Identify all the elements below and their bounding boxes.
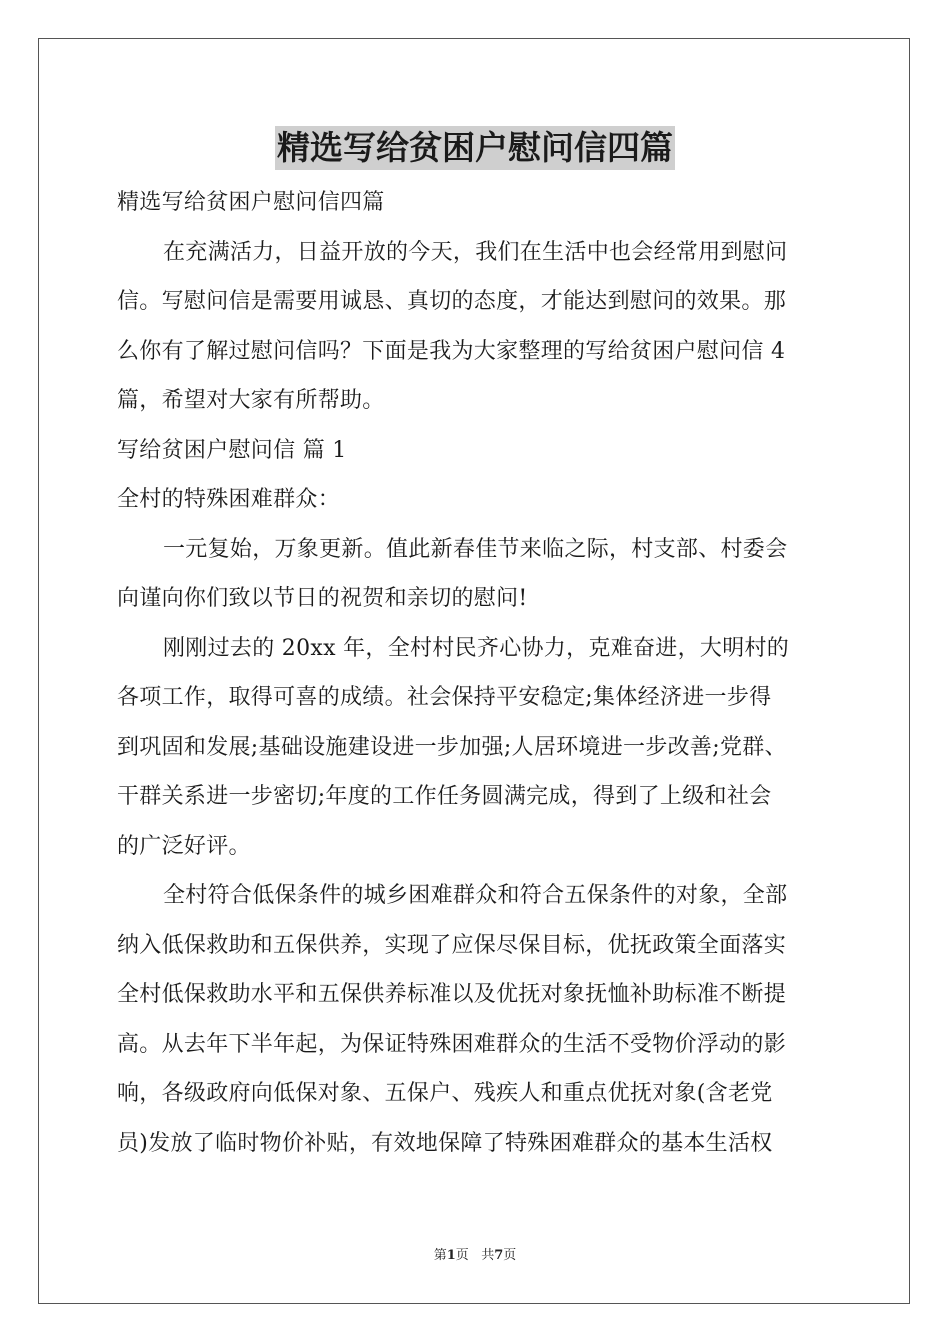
text-line: 干群关系进一步密切;年度的工作任务圆满完成，得到了上级和社会 xyxy=(117,784,772,809)
text-line: 高。从去年下半年起，为保证特殊困难群众的生活不受物价浮动的影 xyxy=(117,1031,787,1057)
text-line: 响，各级政府向低保对象、五保户、残疾人和重点优抚对象(含老党 xyxy=(117,1081,773,1106)
text-line: 的广泛好评。 xyxy=(117,833,251,859)
footer-total-prefix: 共 xyxy=(481,1248,495,1263)
title-container xyxy=(0,126,950,170)
footer-prefix: 第 xyxy=(433,1248,447,1263)
text-line: 刚刚过去的 20xx 年，全村村民齐心协力，克难奋进，大明村的 xyxy=(163,635,790,661)
text-line: 员)发放了临时物价补贴，有效地保障了特殊困难群众的基本生活权 xyxy=(117,1130,773,1156)
text-line: 纳入低保救助和五保供养，实现了应保尽保目标，优抚政策全面落实 xyxy=(117,932,787,958)
current-page-number: 1 xyxy=(446,1248,456,1263)
text-line: 向谨向你们致以节日的祝贺和亲切的慰问! xyxy=(117,586,528,611)
page-footer xyxy=(0,1247,950,1265)
footer-page-label: 页 xyxy=(455,1248,469,1263)
text-line: 全村符合低保条件的城乡困难群众和符合五保条件的对象，全部 xyxy=(163,883,788,908)
text-line: 各项工作，取得可喜的成绩。社会保持平安稳定;集体经济进一步得 xyxy=(117,685,772,710)
text-line: 到巩固和发展;基础设施建设进一步加强;人居环境进一步改善;党群、 xyxy=(117,734,787,760)
text-line: 精选写给贫困户慰问信四篇 xyxy=(117,190,385,215)
footer-total-suffix: 页 xyxy=(503,1248,517,1263)
text-line: 信。写慰问信是需要用诚恳、真切的态度，才能达到慰问的效果。那 xyxy=(117,289,787,314)
document-body xyxy=(117,178,857,1168)
text-line: 么你有了解过慰问信吗？下面是我为大家整理的写给贫困户慰问信 4 xyxy=(117,338,786,364)
text-line: 写给贫困户慰问信 篇 1 xyxy=(117,437,347,463)
text-line: 全村的特殊困难群众： xyxy=(117,487,341,512)
text-line: 一元复始，万象更新。值此新春佳节来临之际，村支部、村委会 xyxy=(163,536,788,562)
total-page-count: 7 xyxy=(494,1248,504,1263)
text-line: 全村低保救助水平和五保供养标准以及优抚对象抚恤补助标准不断提 xyxy=(117,982,787,1007)
text-line: 在充满活力，日益开放的今天，我们在生活中也会经常用到慰问 xyxy=(163,239,788,265)
document-title: 精选写给贫困户慰问信四篇 xyxy=(275,126,675,170)
text-line: 篇，希望对大家有所帮助。 xyxy=(117,388,385,413)
